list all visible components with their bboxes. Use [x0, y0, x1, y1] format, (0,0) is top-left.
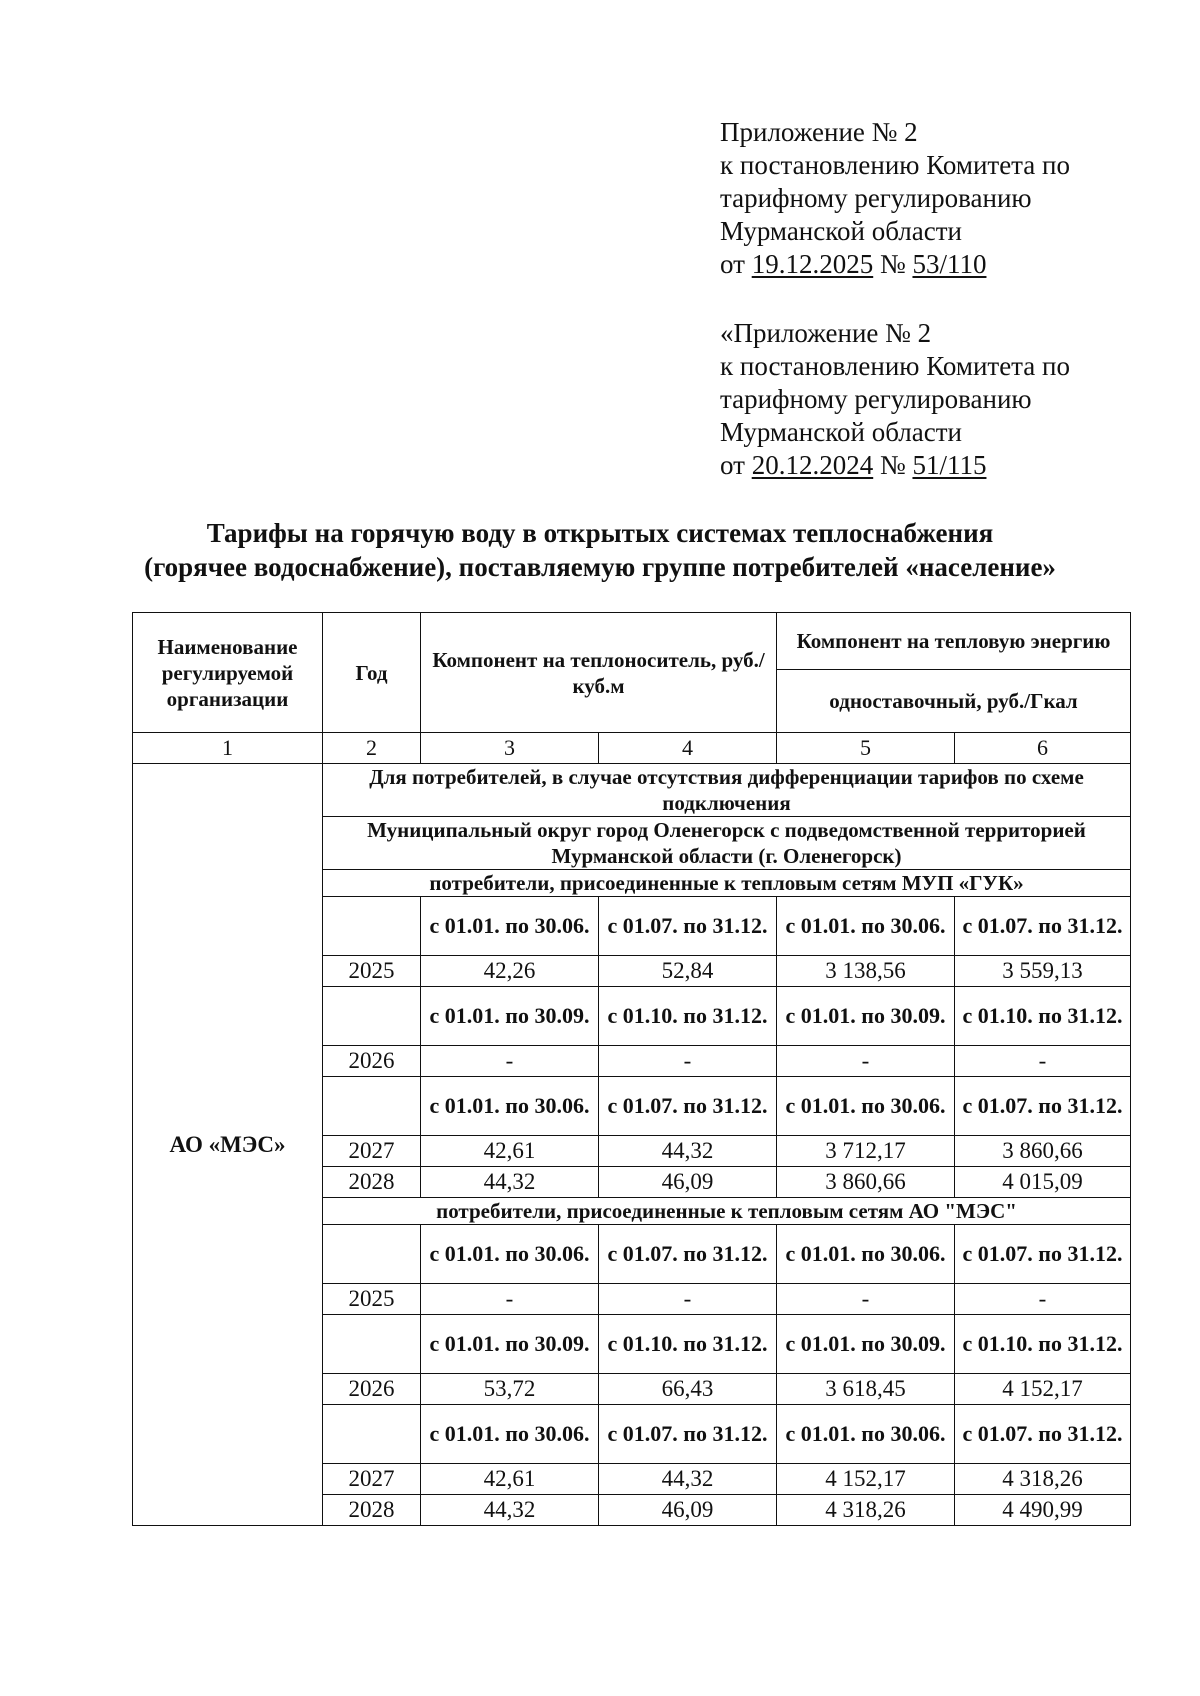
appendix-previous-header [720, 317, 1070, 482]
number-prefix: № [879, 249, 906, 279]
column-number: 1 [133, 733, 323, 764]
year-cell: 2028 [323, 1495, 421, 1526]
header-heat: Компонент на тепловую энергию [777, 613, 1131, 670]
tariff-value: 52,84 [599, 956, 777, 987]
tariff-value: 4 152,17 [955, 1374, 1131, 1405]
tariff-value: - [421, 1046, 599, 1077]
condition-label: Для потребителей, в случае отсутствия дифференциации тарифов по схеме подключения [323, 764, 1131, 817]
column-number: 2 [323, 733, 421, 764]
tariff-value: 46,09 [599, 1167, 777, 1198]
header-row [133, 613, 1131, 670]
tariff-table [132, 612, 1131, 1526]
appendix-line: к постановлению Комитета по [720, 150, 1070, 180]
tariff-value: 3 860,66 [777, 1167, 955, 1198]
year-cell: 2027 [323, 1464, 421, 1495]
tariff-value: - [955, 1046, 1131, 1077]
column-number: 3 [421, 733, 599, 764]
appendix-line: «Приложение № 2 [720, 318, 932, 348]
period-label: с 01.07. по 31.12. [955, 897, 1131, 956]
consumer-group-label: потребители, присоединенные к тепловым сетям АО "МЭС" [323, 1198, 1131, 1225]
tariff-value: 66,43 [599, 1374, 777, 1405]
tariff-value: - [599, 1284, 777, 1315]
appendix-line: тарифному регулированию [720, 183, 1032, 213]
appendix-current-header [720, 116, 1070, 281]
tariff-value: 3 138,56 [777, 956, 955, 987]
period-label: с 01.07. по 31.12. [955, 1077, 1131, 1136]
date-prefix: от [720, 450, 745, 480]
period-label: с 01.10. по 31.12. [599, 1315, 777, 1374]
appendix-number: 51/115 [912, 450, 987, 480]
year-cell: 2028 [323, 1167, 421, 1198]
period-label: с 01.01. по 30.06. [777, 1225, 955, 1284]
period-year-empty [323, 1077, 421, 1136]
tariff-value: - [421, 1284, 599, 1315]
date-prefix: от [720, 249, 745, 279]
tariff-value: 42,61 [421, 1464, 599, 1495]
period-label: с 01.10. по 31.12. [599, 987, 777, 1046]
tariff-value: 42,61 [421, 1136, 599, 1167]
period-label: с 01.01. по 30.06. [777, 897, 955, 956]
period-label: с 01.01. по 30.09. [777, 1315, 955, 1374]
header-coolant: Компонент на теплоноситель, руб./куб.м [421, 613, 777, 733]
period-label: с 01.07. по 31.12. [599, 1225, 777, 1284]
period-year-empty [323, 1315, 421, 1374]
header-heat-sub: одноставочный, руб./Гкал [777, 670, 1131, 733]
tariff-value: 44,32 [421, 1167, 599, 1198]
period-year-empty [323, 1405, 421, 1464]
period-year-empty [323, 1225, 421, 1284]
tariff-value: 44,32 [421, 1495, 599, 1526]
column-number: 5 [777, 733, 955, 764]
appendix-number: 53/110 [912, 249, 987, 279]
tariff-value: 46,09 [599, 1495, 777, 1526]
appendix-date: 20.12.2024 [751, 450, 874, 480]
tariff-value: 53,72 [421, 1374, 599, 1405]
column-number: 6 [955, 733, 1131, 764]
appendix-date-line [720, 248, 1070, 281]
consumer-group-label: потребители, присоединенные к тепловым сетям МУП «ГУК» [323, 870, 1131, 897]
period-label: с 01.07. по 31.12. [955, 1405, 1131, 1464]
appendix-line: к постановлению Комитета по [720, 351, 1070, 381]
tariff-value: 42,26 [421, 956, 599, 987]
period-label: с 01.10. по 31.12. [955, 987, 1131, 1046]
header-organization: Наименование регулируемой организации [133, 613, 323, 733]
period-year-empty [323, 897, 421, 956]
tariff-value: - [777, 1284, 955, 1315]
title-line-1: Тарифы на горячую воду в открытых системах теплоснабжения [206, 518, 994, 548]
period-label: с 01.01. по 30.06. [421, 1225, 599, 1284]
period-label: с 01.01. по 30.09. [777, 987, 955, 1046]
year-cell: 2026 [323, 1374, 421, 1405]
period-label: с 01.07. по 31.12. [955, 1225, 1131, 1284]
tariff-value: - [599, 1046, 777, 1077]
tariff-value: 4 015,09 [955, 1167, 1131, 1198]
tariff-value: 4 490,99 [955, 1495, 1131, 1526]
header-year: Год [323, 613, 421, 733]
tariff-value: 3 618,45 [777, 1374, 955, 1405]
appendix-line: Мурманской области [720, 417, 962, 447]
period-label: с 01.01. по 30.06. [777, 1405, 955, 1464]
tariff-value: 3 559,13 [955, 956, 1131, 987]
year-cell: 2025 [323, 1284, 421, 1315]
number-prefix: № [879, 450, 906, 480]
period-label: с 01.07. по 31.12. [599, 1405, 777, 1464]
title-line-2: (горячее водоснабжение), поставляемую группе потребителей «население» [144, 552, 1056, 582]
tariff-value: 4 318,26 [955, 1464, 1131, 1495]
column-number-row [133, 733, 1131, 764]
tariff-value: 3 712,17 [777, 1136, 955, 1167]
year-cell: 2027 [323, 1136, 421, 1167]
year-cell: 2025 [323, 956, 421, 987]
territory-label: Муниципальный округ город Оленегорск с подведомственной территорией Мурманской области (г. Оленегорск) [323, 817, 1131, 870]
period-label: с 01.01. по 30.06. [777, 1077, 955, 1136]
period-label: с 01.01. по 30.09. [421, 987, 599, 1046]
appendix-date: 19.12.2025 [751, 249, 874, 279]
tariff-value: - [955, 1284, 1131, 1315]
period-label: с 01.01. по 30.06. [421, 897, 599, 956]
period-label: с 01.01. по 30.06. [421, 1405, 599, 1464]
period-label: с 01.07. по 31.12. [599, 897, 777, 956]
appendix-line: тарифному регулированию [720, 384, 1032, 414]
appendix-date-line [720, 449, 1070, 482]
year-cell: 2026 [323, 1046, 421, 1077]
tariff-value: 4 318,26 [777, 1495, 955, 1526]
condition-row [133, 764, 1131, 817]
tariff-value: - [777, 1046, 955, 1077]
column-number: 4 [599, 733, 777, 764]
period-year-empty [323, 987, 421, 1046]
period-label: с 01.01. по 30.09. [421, 1315, 599, 1374]
document-title [100, 516, 1100, 584]
tariff-value: 4 152,17 [777, 1464, 955, 1495]
appendix-line: Мурманской области [720, 216, 962, 246]
organization-name: АО «МЭС» [133, 764, 323, 1526]
tariff-value: 3 860,66 [955, 1136, 1131, 1167]
period-label: с 01.01. по 30.06. [421, 1077, 599, 1136]
period-label: с 01.07. по 31.12. [599, 1077, 777, 1136]
period-label: с 01.10. по 31.12. [955, 1315, 1131, 1374]
tariff-value: 44,32 [599, 1136, 777, 1167]
tariff-value: 44,32 [599, 1464, 777, 1495]
appendix-line: Приложение № 2 [720, 117, 918, 147]
